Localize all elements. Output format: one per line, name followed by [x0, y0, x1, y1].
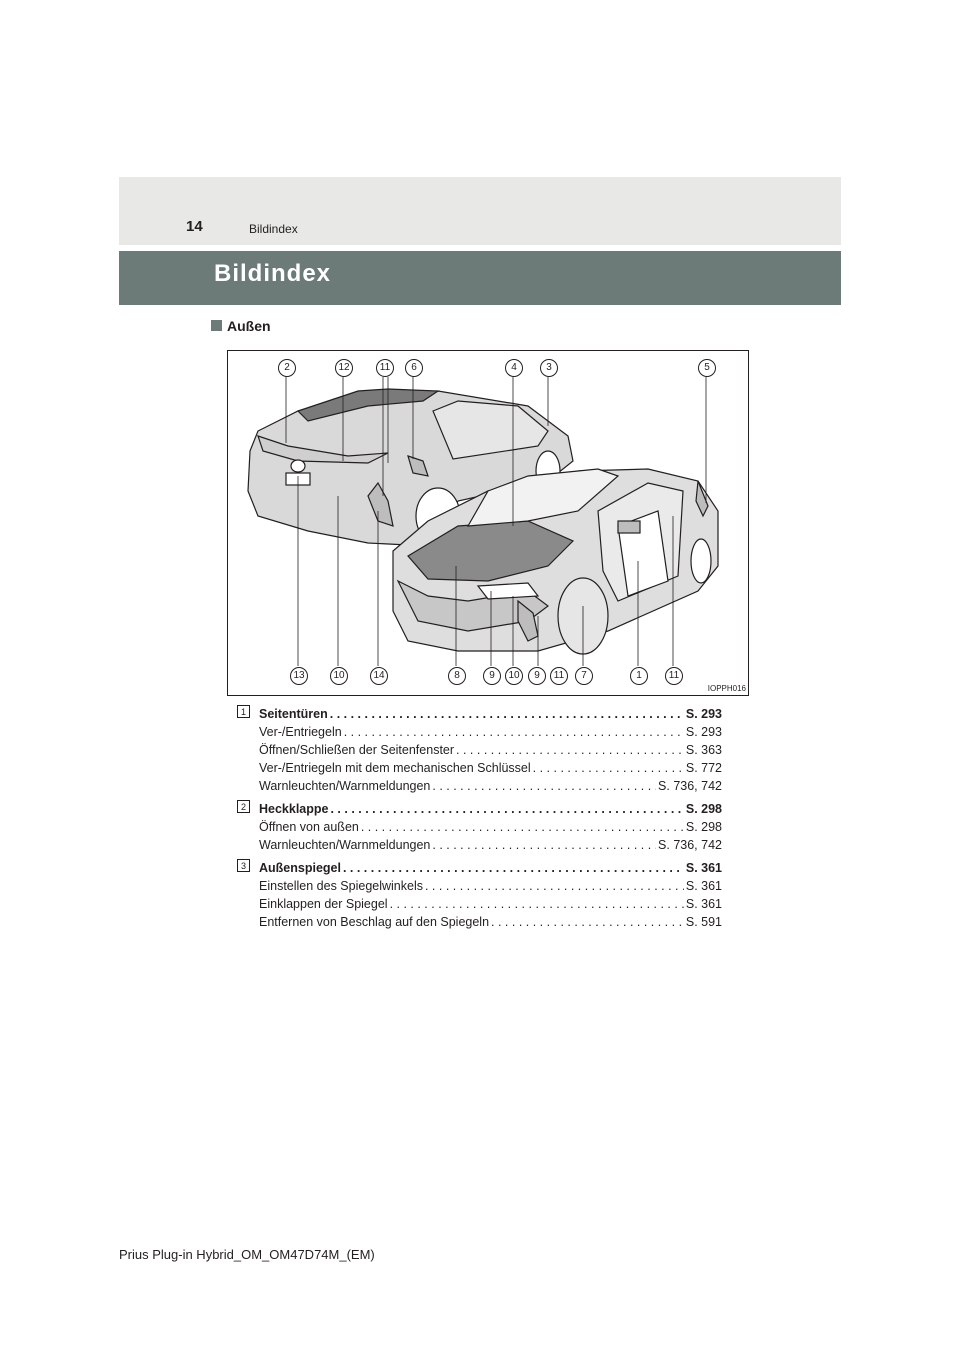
callout-label: 10: [330, 667, 348, 685]
leader-dots: [432, 779, 656, 793]
index-subentry: [259, 761, 722, 777]
entry-label: Seitentüren: [259, 707, 328, 721]
index-entry: [259, 707, 722, 723]
header-band: [119, 177, 841, 245]
entry-label: Ver-/Entriegeln: [259, 725, 342, 739]
car-exterior-figure: [227, 350, 749, 696]
entry-label: Außenspiegel: [259, 861, 341, 875]
section-title: Außen: [227, 318, 271, 334]
page-reference[interactable]: S. 298: [685, 802, 722, 816]
running-head: Bildindex: [249, 222, 298, 236]
index-subentry: [259, 915, 722, 931]
leader-dots: [344, 725, 684, 739]
page-reference[interactable]: S. 361: [685, 879, 722, 893]
entry-label: Einklappen der Spiegel: [259, 897, 388, 911]
leader-dots: [533, 761, 684, 775]
page-reference[interactable]: S. 298: [685, 820, 722, 834]
entry-number-badge: 3: [237, 859, 250, 872]
leader-dots: [425, 879, 684, 893]
callout-label: 4: [505, 359, 523, 377]
page-number: 14: [186, 218, 203, 235]
entry-label: Warnleuchten/Warnmeldungen: [259, 838, 431, 852]
index-subentry: [259, 725, 722, 741]
entry-label: Warnleuchten/Warnmeldungen: [259, 779, 431, 793]
index-subentry: [259, 838, 722, 854]
page-reference[interactable]: S. 293: [685, 707, 722, 721]
callout-label: 11: [665, 667, 683, 685]
footer-document-id: Prius Plug-in Hybrid_OM_OM47D74M_(EM): [119, 1247, 375, 1262]
index-subentry: [259, 879, 722, 895]
callout-label: 8: [448, 667, 466, 685]
callout-label: 7: [575, 667, 593, 685]
callout-label: 1: [630, 667, 648, 685]
callout-label: 10: [505, 667, 523, 685]
callout-label: 6: [405, 359, 423, 377]
entry-number-badge: 2: [237, 800, 250, 813]
callout-label: 9: [483, 667, 501, 685]
index-entry: [259, 861, 722, 877]
leader-dots: [361, 820, 684, 834]
page-reference[interactable]: S. 736, 742: [658, 838, 722, 852]
index-entry: [259, 802, 722, 818]
page-reference[interactable]: S. 736, 742: [658, 779, 722, 793]
entry-label: Ver-/Entriegeln mit dem mechanischen Schlüssel: [259, 761, 531, 775]
page-title: Bildindex: [214, 260, 332, 287]
leader-dots: [343, 861, 684, 875]
page-reference[interactable]: S. 591: [685, 915, 722, 929]
section-marker: [211, 320, 222, 331]
callout-label: 12: [335, 359, 353, 377]
entry-label: Öffnen von außen: [259, 820, 359, 834]
index-subentry: [259, 820, 722, 836]
page-reference[interactable]: S. 363: [685, 743, 722, 757]
leader-dots: [432, 838, 656, 852]
page-reference[interactable]: S. 361: [685, 897, 722, 911]
callout-label: 2: [278, 359, 296, 377]
entry-label: Einstellen des Spiegelwinkels: [259, 879, 423, 893]
callout-label: 3: [540, 359, 558, 377]
leader-dots: [491, 915, 684, 929]
page-reference[interactable]: S. 361: [685, 861, 722, 875]
callout-label: 9: [528, 667, 546, 685]
index-subentry: [259, 897, 722, 913]
callout-label: 11: [376, 359, 394, 377]
car-illustration: [228, 351, 748, 695]
leader-dots: [330, 707, 684, 721]
callout-label: 14: [370, 667, 388, 685]
index-subentry: [259, 779, 722, 795]
leader-dots: [390, 897, 684, 911]
index-subentry: [259, 743, 722, 759]
entry-label: Heckklappe: [259, 802, 329, 816]
page-reference[interactable]: S. 772: [685, 761, 722, 775]
callout-label: 13: [290, 667, 308, 685]
entry-label: Öffnen/Schließen der Seitenfenster: [259, 743, 455, 757]
page-reference[interactable]: S. 293: [685, 725, 722, 739]
leader-dots: [330, 802, 683, 816]
entry-number-badge: 1: [237, 705, 250, 718]
figure-code: IOPPH016: [707, 684, 746, 693]
leader-dots: [456, 743, 684, 757]
entry-label: Entfernen von Beschlag auf den Spiegeln: [259, 915, 490, 929]
callout-label: 5: [698, 359, 716, 377]
callout-label: 11: [550, 667, 568, 685]
